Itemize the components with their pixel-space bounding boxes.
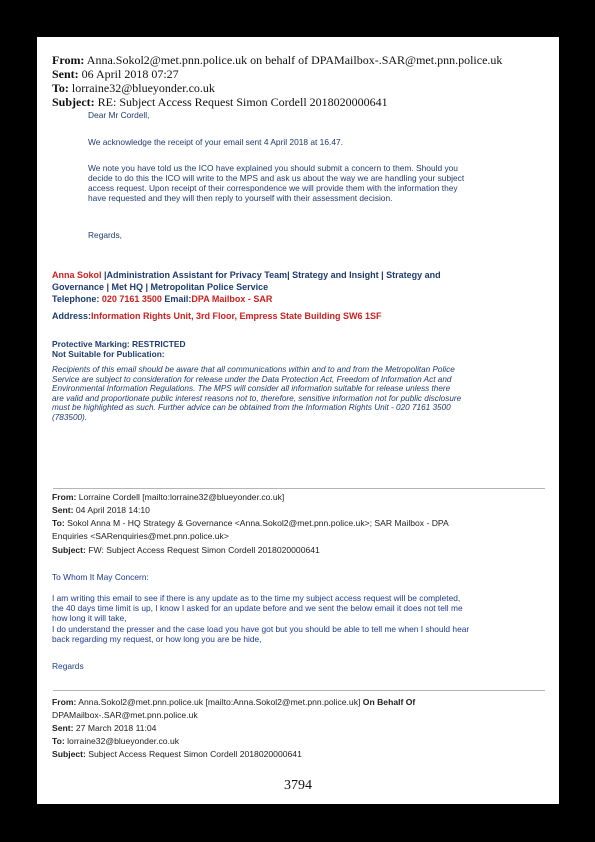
subject-label: Subject:: [52, 749, 86, 759]
signature-line2: Governance | Met HQ | Metropolitan Police Service: [52, 282, 269, 292]
to-value: lorraine32@blueyonder.co.uk: [67, 736, 180, 746]
signature-address-line: [52, 311, 382, 322]
email-label: Email:: [164, 294, 192, 304]
sent-value: 06 April 2018 07:27: [81, 67, 179, 81]
from-value: Anna.Sokol2@met.pnn.police.uk [mailto:Anna.Sokol2@met.pnn.police.uk]: [78, 697, 361, 707]
disclaimer-line: are valid and proportionate public interest reasons not to, therefore, sensitive information not for public disclosure: [52, 393, 462, 403]
address-value: Information Rights Unit, 3rd Floor, Empress State Building SW6 1SF: [91, 311, 382, 321]
signature-name: Anna Sokol: [52, 270, 105, 280]
to-value: Sokol Anna M - HQ Strategy & Governance <Anna.Sokol2@met.pnn.police.uk>; SAR Mailbox - DPA: [67, 518, 449, 528]
para-line: We note you have told us the ICO have explained you should submit a concern to them. Should you: [88, 163, 458, 173]
from-value: Lorraine Cordell [mailto:lorraine32@blueyonder.co.uk]: [78, 492, 285, 502]
subject-label: Subject:: [52, 95, 95, 109]
email1-sent-line: [52, 68, 179, 80]
sent-value: 04 April 2018 14:10: [75, 505, 150, 515]
disclaimer-line: (783500).: [52, 412, 88, 422]
to-value: lorraine32@blueyonder.co.uk: [71, 81, 215, 95]
to-label: To:: [52, 736, 65, 746]
para-line: how long it will take,: [52, 613, 127, 623]
email2-sent-line: [52, 505, 150, 516]
email-link[interactable]: DPA Mailbox - SAR: [191, 294, 273, 304]
from-value: Anna.Sokol2@met.pnn.police.uk on behalf of DPAMailbox-.SAR@met.pnn.police.uk: [86, 53, 503, 67]
sent-label: Sent:: [52, 505, 74, 515]
subject-label: Subject:: [52, 545, 86, 555]
telephone-label: Telephone:: [52, 294, 102, 304]
email1-subject-line: [52, 96, 388, 108]
sent-label: Sent:: [52, 67, 79, 81]
document-page: [37, 37, 559, 804]
email1-para2: [88, 163, 464, 203]
para-line: I am writing this email to see if there is any update as to the time my subject access request will be completed,: [52, 593, 461, 603]
email1-greeting: Dear Mr Cordell,: [88, 110, 150, 120]
signature-telephone-line: [52, 294, 272, 305]
email3-from-line2: DPAMailbox-.SAR@met.pnn.police.uk: [52, 710, 198, 720]
email2-subject-line: [52, 545, 320, 556]
para-line: the 40 days time limit is up, I know I asked for an update before and we sent the below email it does not tell me: [52, 603, 463, 613]
para-line: access request. Upon receipt of their correspondence we will provide them with the information they: [88, 183, 458, 193]
to-label: To:: [52, 518, 65, 528]
subject-value: FW: Subject Access Request Simon Cordell 2018020000641: [88, 545, 320, 555]
para-line: have requested and they will then reply to yourself with their assessment decision.: [88, 193, 393, 203]
subject-value: Subject Access Request Simon Cordell 2018020000641: [88, 749, 302, 759]
email3-subject-line: [52, 749, 302, 760]
email-divider: [53, 690, 545, 691]
from-label: From:: [52, 492, 77, 502]
para-line: back regarding my request, or how long you are be hide,: [52, 634, 262, 644]
on-behalf-label: On Behalf Of: [360, 697, 416, 707]
email1-para1: We acknowledge the receipt of your email sent 4 April 2018 at 16.47.: [88, 137, 343, 147]
email3-to-line: [52, 736, 179, 747]
email2-to-line: [52, 518, 449, 529]
email2-para1: [52, 593, 463, 623]
email1-from-line: [52, 54, 502, 66]
telephone-value: 020 7161 3500: [101, 294, 165, 304]
disclaimer-line: Recipients of this email should be aware that all communications within and to and from the Metropolitan Police: [52, 365, 455, 374]
address-label: Address:: [52, 311, 92, 321]
protective-marking: Protective Marking: RESTRICTED: [52, 339, 186, 349]
email2-para2: [52, 624, 469, 644]
from-label: From:: [52, 697, 77, 707]
email1-to-line: [52, 82, 215, 94]
para-line: I do understand the presser and the case load you have got but you should be able to tell me when I should hear: [52, 624, 470, 634]
subject-value: RE: Subject Access Request Simon Cordell 2018020000641: [97, 95, 388, 109]
signature-line1: [52, 270, 441, 281]
email2-from-line: [52, 492, 284, 503]
sent-label: Sent:: [52, 723, 74, 733]
para-line: decide to do this the ICO will write to the MPS and ask us about the way we are handling your subject: [88, 173, 465, 183]
from-label: From:: [52, 53, 85, 67]
email3-sent-line: [52, 723, 156, 734]
email-divider: [53, 488, 545, 489]
disclaimer-line: Service are subject to consideration for release under the Data Protection Act, Freedom of Information Act and: [52, 374, 452, 384]
email2-to-line2: Enquiries <SARenquiries@met.pnn.police.uk>: [52, 531, 229, 541]
email3-from-line: [52, 697, 415, 708]
not-suitable-label: Not Suitable for Publication:: [52, 349, 165, 359]
sent-value: 27 March 2018 11:04: [75, 723, 157, 733]
disclaimer-text: [52, 365, 461, 423]
email2-closing: Regards: [52, 661, 84, 671]
page-number: 3794: [284, 778, 312, 793]
email2-greeting: To Whom It May Concern:: [52, 572, 149, 582]
to-label: To:: [52, 81, 69, 95]
email1-closing: Regards,: [88, 230, 122, 240]
disclaimer-line: must be highlighted as such. Further advice can be obtained from the Information Rights Unit - 020 7161 3500: [52, 403, 451, 413]
disclaimer-line: Environmental Information Regulations. The MPS will consider all information suitable for release unless there: [52, 384, 451, 394]
signature-title: |Administration Assistant for Privacy Team| Strategy and Insight | Strategy and: [104, 270, 441, 280]
